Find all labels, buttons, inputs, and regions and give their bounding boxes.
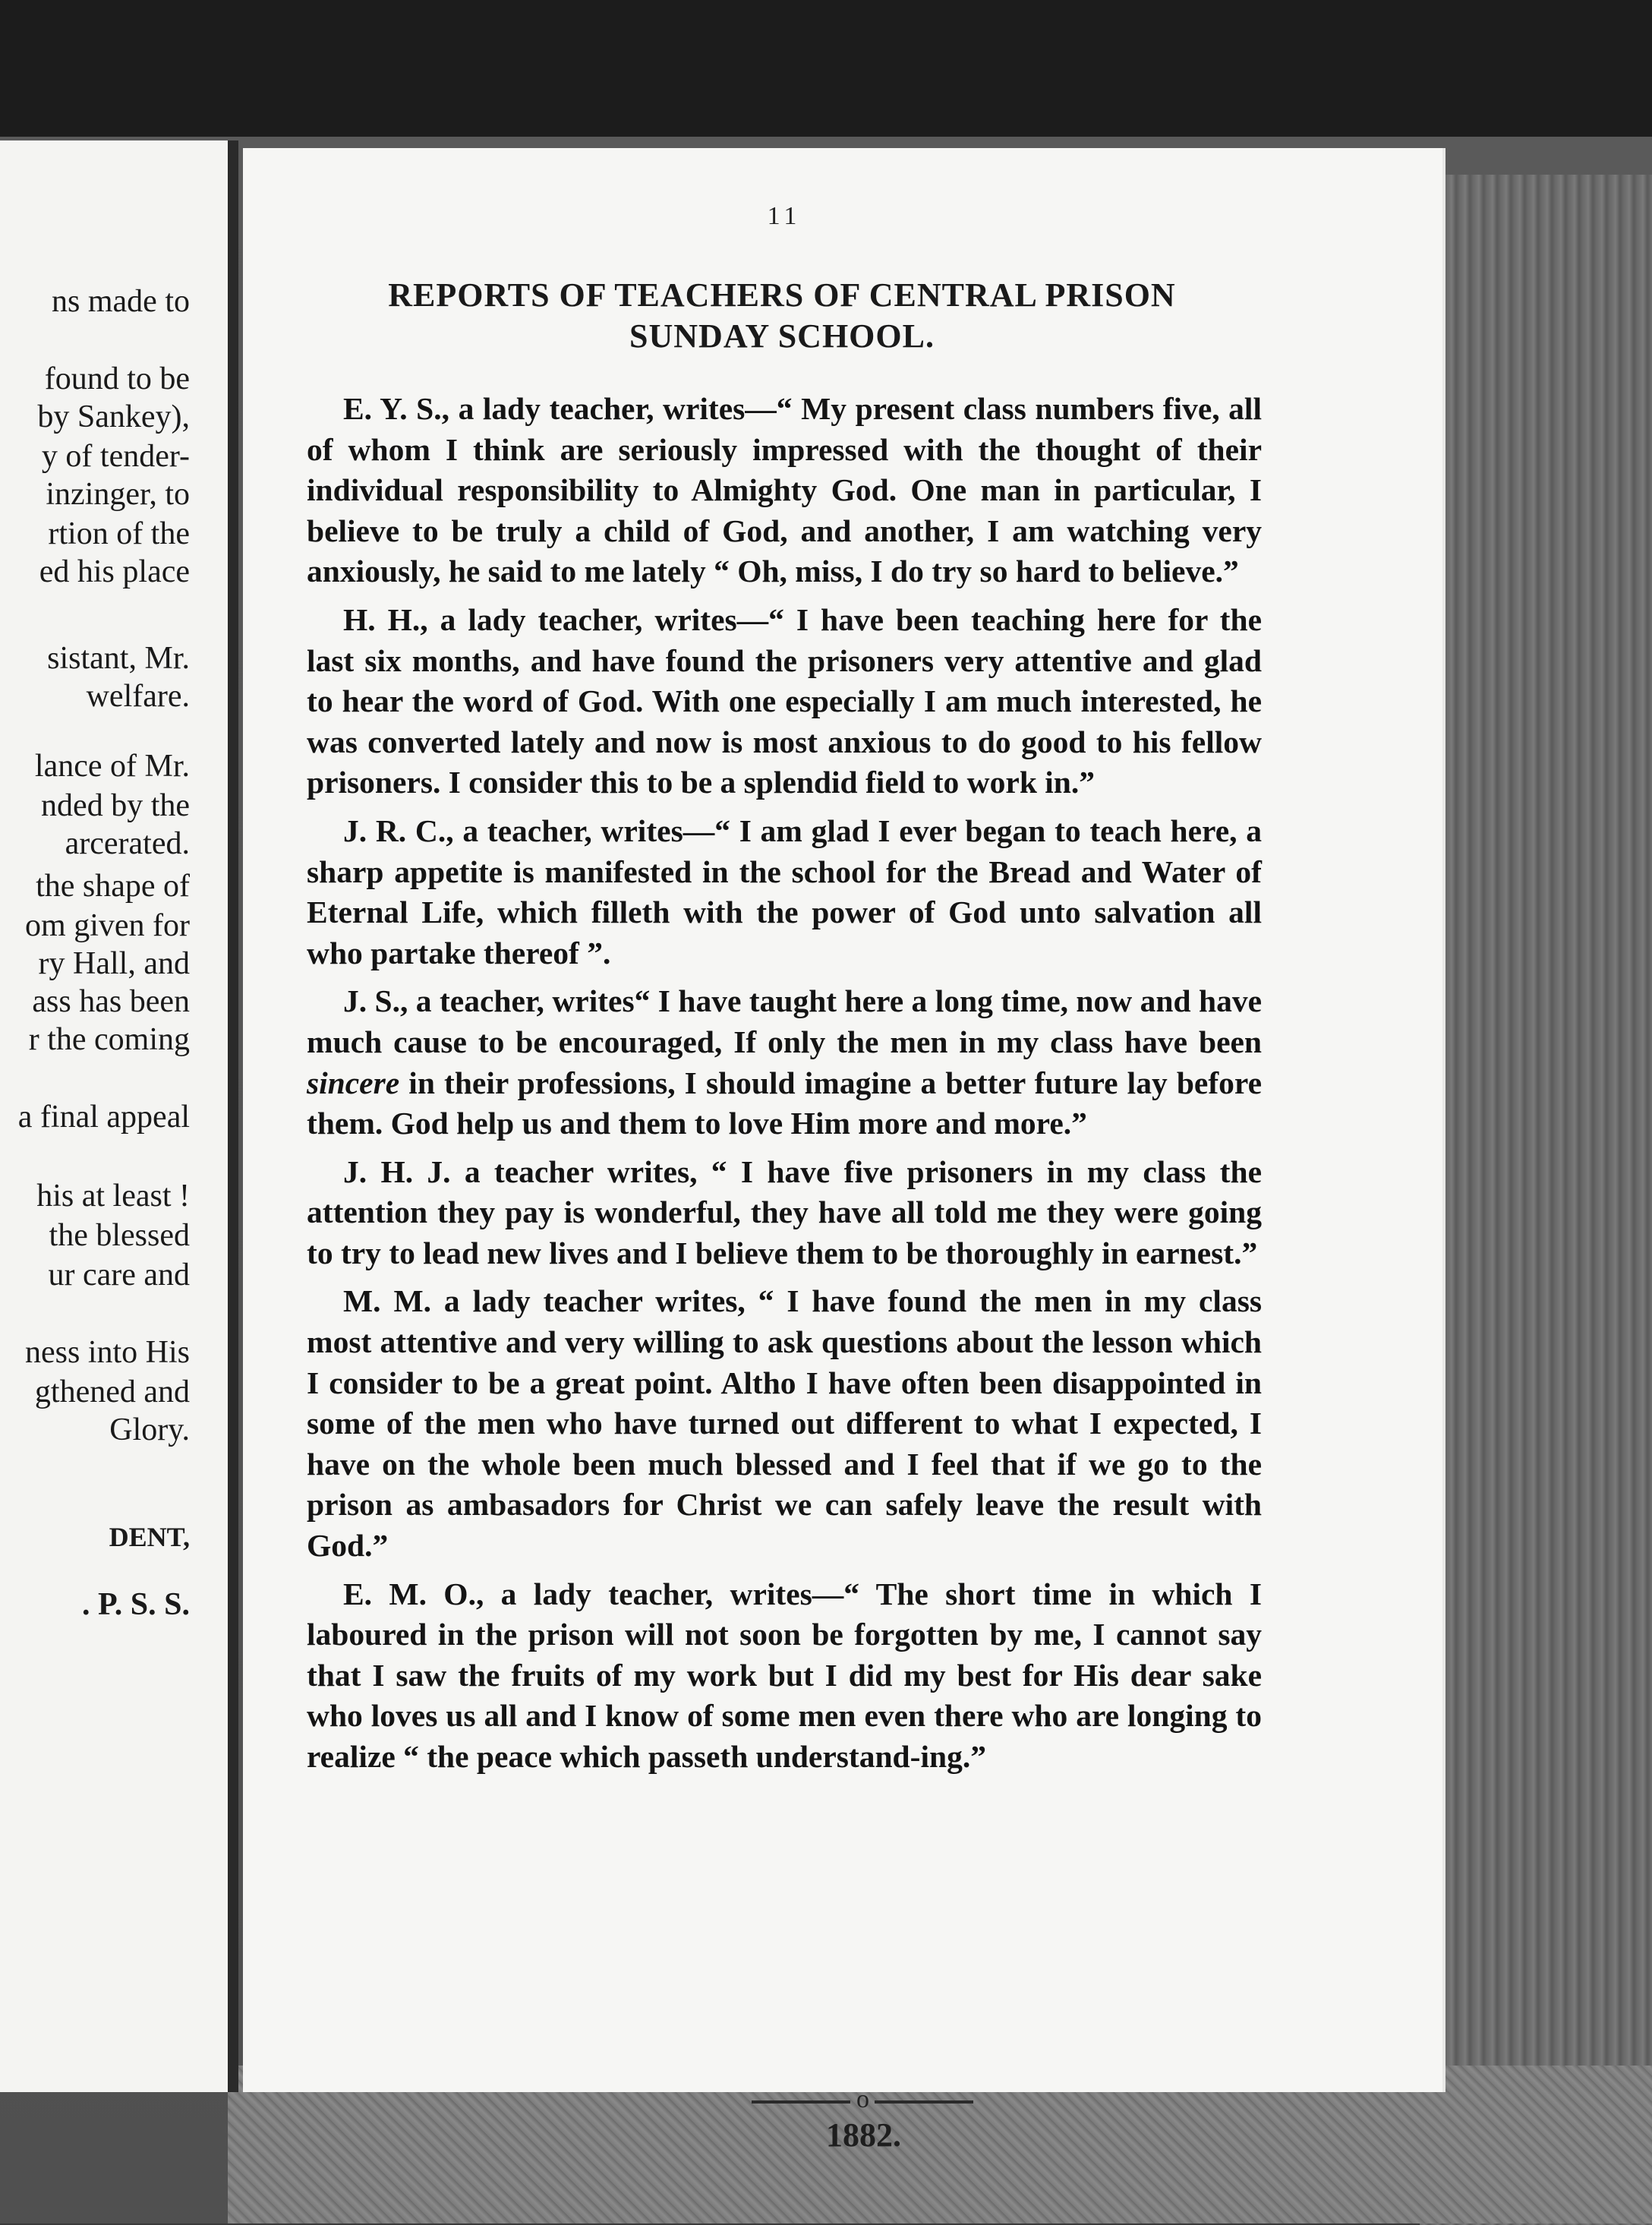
report-paragraph: J. R. C., a teacher, writes—“ I am glad I ever began to teach here, a sharp appetite is manifested in the school for the Bread and Water of Eternal Life, which filleth with the power of God unto salvation all who partake thereof ”. — [307, 813, 1262, 970]
left-page-line: gthened and — [34, 1374, 190, 1409]
left-page-line: r the coming — [28, 1022, 190, 1057]
book-cover-edge — [1420, 175, 1652, 2225]
left-page-line: lance of Mr. — [34, 749, 190, 784]
footer-rule-right — [875, 2100, 973, 2103]
reports-body — [307, 389, 1262, 1785]
left-page-line: ed his place — [39, 554, 190, 589]
left-page-line: ness into His — [24, 1335, 190, 1370]
footer-year: 1882. — [826, 2116, 901, 2154]
report-paragraph: J. H. J. a teacher writes, “ I have five prisoners in my class the attention they pay is wonderful, they have all told me they were going to try to lead new lives and I believe them to be thoroughly in earnest.” — [307, 1154, 1262, 1270]
facing-page — [0, 140, 238, 2092]
left-page-line: welfare. — [86, 679, 190, 714]
page-title-line-1: REPORTS OF TEACHERS OF CENTRAL PRISON — [388, 276, 1176, 314]
left-page-line: ns made to — [52, 284, 190, 319]
left-page-line: the shape of — [36, 869, 190, 904]
report-text: in their professions, I should imagine a better future lay before them. God help us and them to love Him more and more.” — [307, 1065, 1262, 1141]
report-paragraph: E. Y. S., a lady teacher, writes—“ My present class numbers five, all of whom I think are seriously impressed with the thought of their individual responsibility to Almighty God. One man in particular, I believe to be truly a child of God, and another, I am watching very anxiously, he said to me lately “ Oh, miss, I do try so hard to believe.” — [307, 391, 1262, 589]
emphasized-word: sincere — [307, 1065, 400, 1100]
left-page-line: sistant, Mr. — [47, 641, 190, 676]
report-paragraph: M. M. a lady teacher writes, “ I have found the men in my class most attentive and very willing to ask questions about the lesson which I consider to be a great point. Altho I have often been disappointed in some of the men who have turned out different to what I expected, I have on the whole been much blessed and I feel that if we go to the prison as ambasadors for Christ we can safely leave the result with God.” — [307, 1283, 1262, 1564]
left-page-line: DENT, — [109, 1522, 190, 1552]
left-page-line: nded by the — [41, 788, 190, 823]
left-page-line: om given for — [25, 908, 190, 943]
left-page-line: ass has been — [32, 984, 190, 1019]
page-number: 11 — [767, 202, 802, 230]
page-title — [304, 275, 1260, 357]
footer-rule-left — [752, 2100, 850, 2103]
page-title-line-2: SUNDAY SCHOOL. — [629, 317, 935, 355]
report-paragraph: E. M. O., a lady teacher, writes—“ The short time in which I laboured in the prison will not soon be forgotten by me, I cannot say that I saw the fruits of my work but I did my best for His dear sake who loves us all and I know of some men even there who are longing to realize “ the peace which passeth understand-ing.” — [307, 1576, 1262, 1774]
left-page-line: inzinger, to — [46, 477, 190, 512]
left-page-line: his at least ! — [36, 1179, 190, 1213]
left-page-line: a final appeal — [17, 1100, 190, 1135]
footer-ornament: o — [856, 2085, 869, 2113]
left-page-line: rtion of the — [48, 516, 190, 551]
left-page-line: . P. S. S. — [81, 1587, 190, 1622]
left-page-line: ur care and — [48, 1258, 190, 1292]
left-page-line: y of tender- — [41, 439, 190, 474]
left-page-line: the blessed — [49, 1218, 190, 1253]
left-page-line: Glory. — [109, 1412, 190, 1447]
left-page-line: found to be — [44, 361, 190, 396]
report-paragraph: H. H., a lady teacher, writes—“ I have been teaching here for the last six months, and have found the prisoners very attentive and glad to hear the word of God. With one especially I am much interested, he was converted lately and now is most anxious to do good to his fellow prisoners. I consider this to be a splendid field to work in.” — [307, 601, 1262, 800]
report-paragraph — [307, 981, 1262, 1144]
left-page-line: arcerated. — [65, 826, 190, 861]
report-text: J. S., a teacher, writes“ I have taught here a long time, now and have much cause to be encouraged, If only the men in my class have been — [307, 983, 1262, 1059]
left-page-line: ry Hall, and — [38, 946, 190, 981]
left-page-line: by Sankey), — [37, 399, 190, 434]
